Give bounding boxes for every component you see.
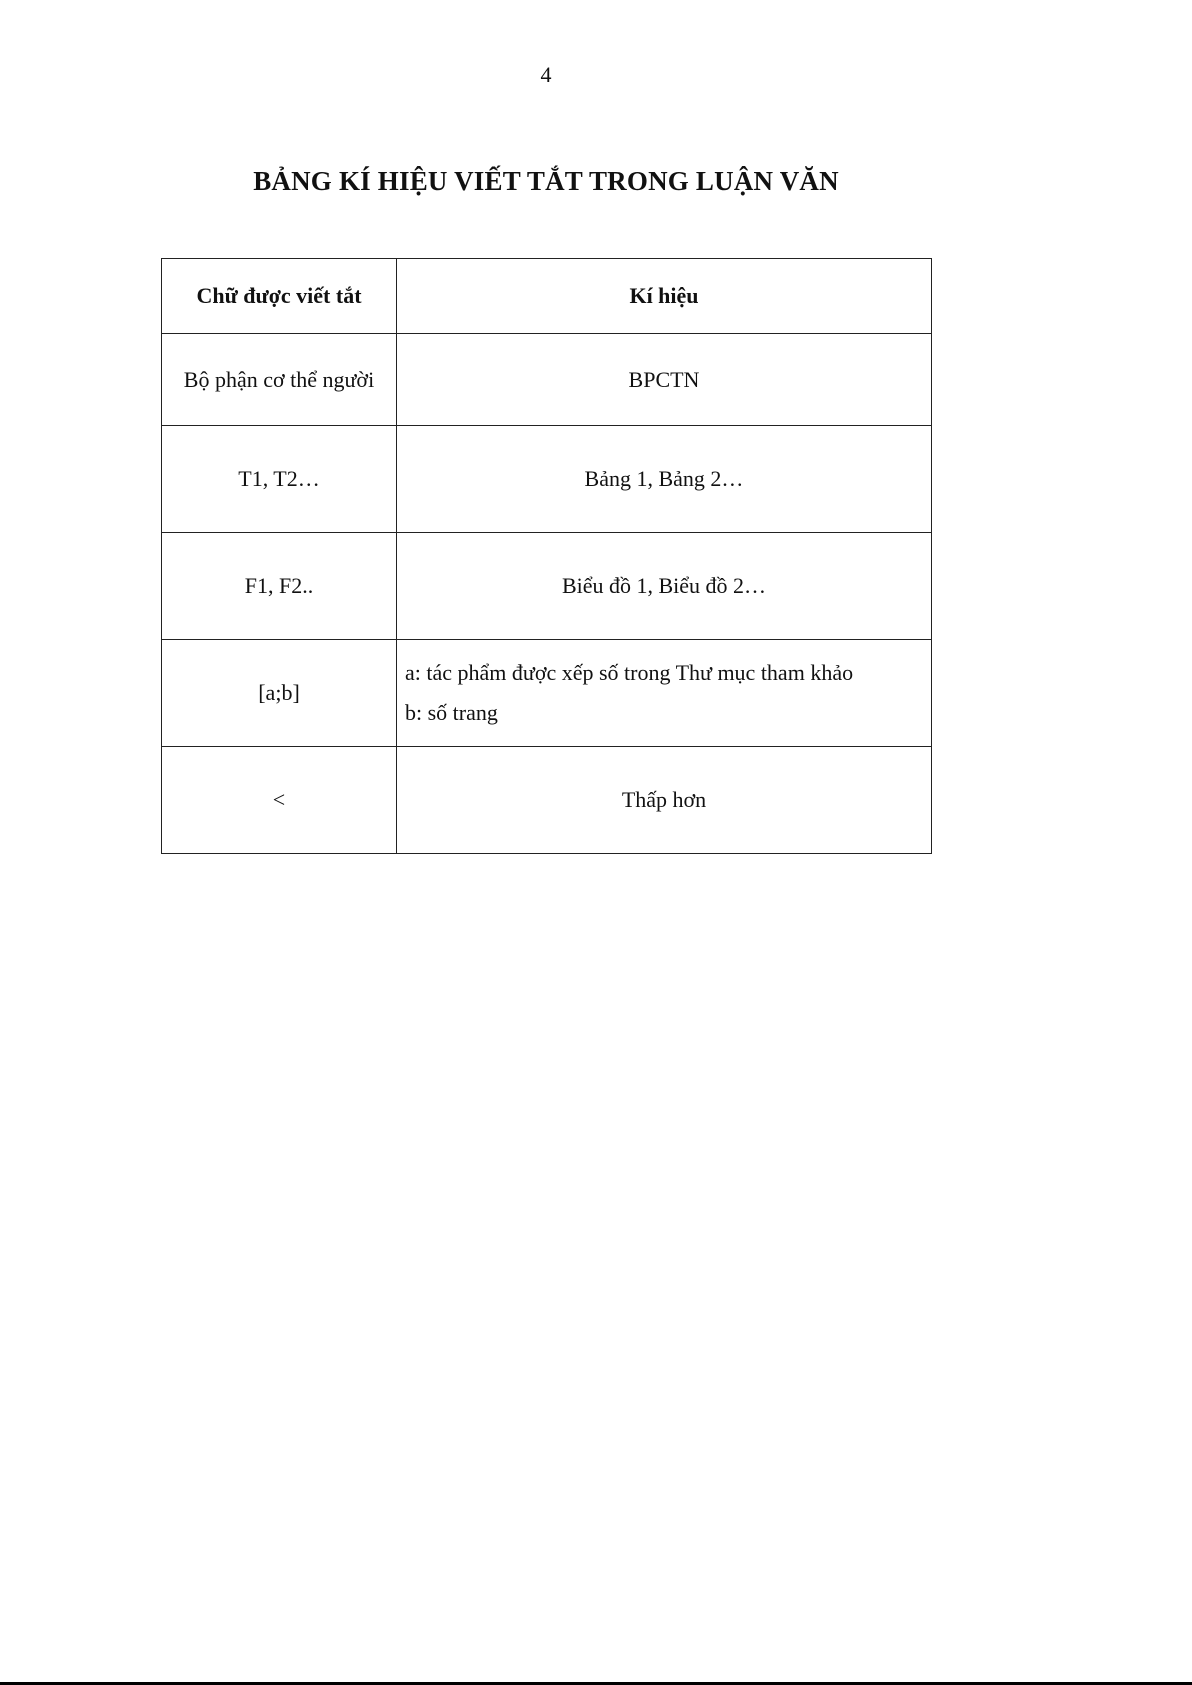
symbol-line: b: số trang bbox=[405, 700, 498, 725]
symbol-cell: Biểu đồ 1, Biểu đồ 2… bbox=[397, 533, 932, 640]
symbol-cell: Bảng 1, Bảng 2… bbox=[397, 426, 932, 533]
abbr-cell: T1, T2… bbox=[162, 426, 397, 533]
header-abbreviated-word: Chữ được viết tắt bbox=[162, 259, 397, 334]
abbreviation-table bbox=[161, 258, 932, 854]
table-row bbox=[162, 640, 932, 747]
symbol-cell: Thấp hơn bbox=[397, 747, 932, 854]
abbr-cell: [a;b] bbox=[162, 640, 397, 747]
table-row bbox=[162, 334, 932, 426]
table-row bbox=[162, 747, 932, 854]
symbol-cell bbox=[397, 640, 932, 747]
symbol-cell: BPCTN bbox=[397, 334, 932, 426]
table-row bbox=[162, 426, 932, 533]
table-row bbox=[162, 533, 932, 640]
symbol-line: a: tác phẩm được xếp số trong Thư mục tham khảo bbox=[405, 660, 854, 685]
document-title: BẢNG KÍ HIỆU VIẾT TẮT TRONG LUẬN VĂN bbox=[253, 166, 839, 196]
abbr-cell: F1, F2.. bbox=[162, 533, 397, 640]
page-number: 4 bbox=[540, 62, 552, 87]
header-symbol: Kí hiệu bbox=[397, 259, 932, 334]
table-header-row bbox=[162, 259, 932, 334]
abbr-cell: Bộ phận cơ thể người bbox=[162, 334, 397, 426]
abbr-cell: < bbox=[162, 747, 397, 854]
